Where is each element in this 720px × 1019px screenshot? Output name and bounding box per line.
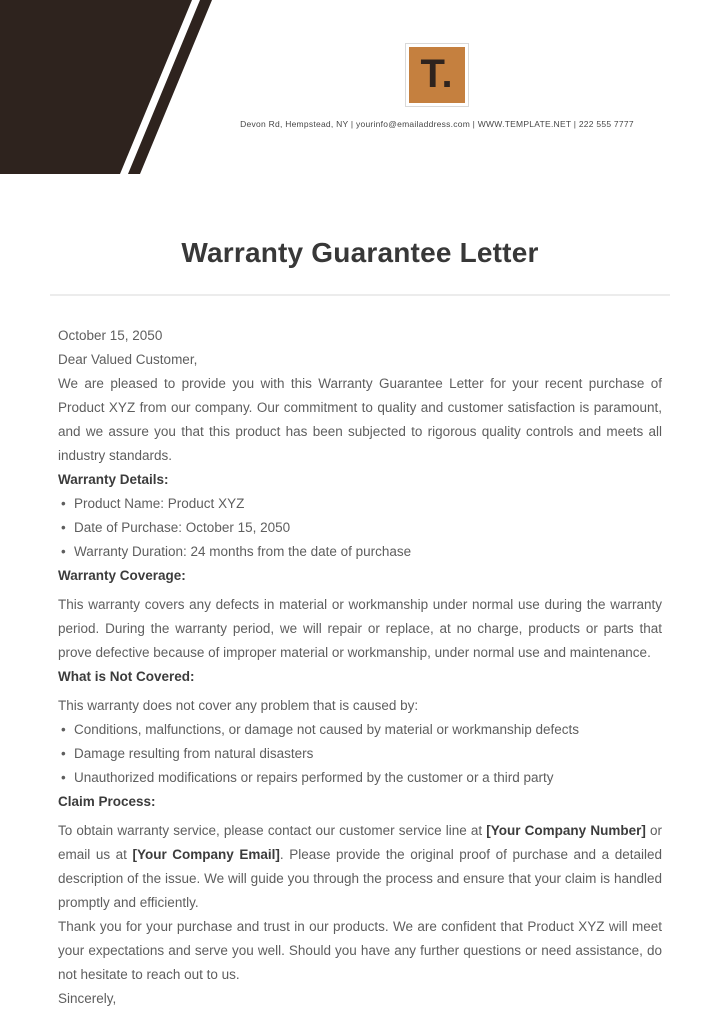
logo-letter-icon: T. — [420, 52, 454, 96]
warranty-details-list — [58, 492, 662, 564]
not-covered-intro: This warranty does not cover any problem that is caused by: — [58, 698, 419, 713]
company-email-placeholder: [Your Company Email] — [132, 847, 280, 862]
letter-body — [0, 324, 720, 1011]
letterhead — [0, 0, 720, 174]
claim-text: or email us at — [58, 823, 662, 862]
section-heading-warranty-coverage: Warranty Coverage: — [58, 568, 186, 583]
claim-paragraph — [58, 819, 662, 915]
letter-date: October 15, 2050 — [58, 328, 163, 343]
section-heading-not-covered: What is Not Covered: — [58, 669, 195, 684]
header-content — [0, 44, 720, 129]
list-item: • Conditions, malfunctions, or damage not caused by material or workmanship defects — [58, 718, 662, 742]
list-item: • Damage resulting from natural disasters — [58, 742, 662, 766]
section-heading-claim-process: Claim Process: — [58, 794, 156, 809]
list-item: • Warranty Duration: 24 months from the date of purchase — [58, 540, 662, 564]
section-heading-warranty-details: Warranty Details: — [58, 472, 169, 487]
sign-off: Sincerely, — [58, 991, 117, 1006]
claim-text: . Please provide the original proof of purchase and a detailed description of the issue. We will guide you through the process and ensure that your claim is handled promptly and efficiently. — [58, 847, 662, 910]
salutation: Dear Valued Customer, — [58, 352, 198, 367]
intro-paragraph: We are pleased to provide you with this Warranty Guarantee Letter for your recent purchase of Product XYZ from our company. Our commitment to quality and customer satisfaction is paramount, and we assure you that this product has been subjected to rigorous quality controls and meets all industry standards. — [58, 376, 662, 463]
list-item: • Date of Purchase: October 15, 2050 — [58, 516, 662, 540]
list-item: • Product Name: Product XYZ — [58, 492, 662, 516]
closing-paragraph: Thank you for your purchase and trust in our products. We are confident that Product XYZ will meet your expectations and serve you well. Should you have any further questions or need assistance, do not hesitate to reach out to us. — [58, 919, 662, 982]
not-covered-list — [58, 718, 662, 790]
title-divider — [50, 294, 670, 296]
contact-info-line: Devon Rd, Hempstead, NY | yourinfo@emailaddress.com | WWW.TEMPLATE.NET | 222 555 7777 — [240, 119, 634, 129]
coverage-paragraph: This warranty covers any defects in material or workmanship under normal use during the warranty period. During the warranty period, we will repair or replace, at no charge, products or parts that prove defective because of improper material or workmanship, under normal use and maintenance. — [58, 597, 662, 660]
company-logo — [406, 44, 468, 106]
claim-text: To obtain warranty service, please contact our customer service line at — [58, 823, 487, 838]
company-number-placeholder: [Your Company Number] — [486, 823, 646, 838]
page-title: Warranty Guarantee Letter — [181, 237, 539, 268]
list-item: • Unauthorized modifications or repairs performed by the customer or a third party — [58, 766, 662, 790]
